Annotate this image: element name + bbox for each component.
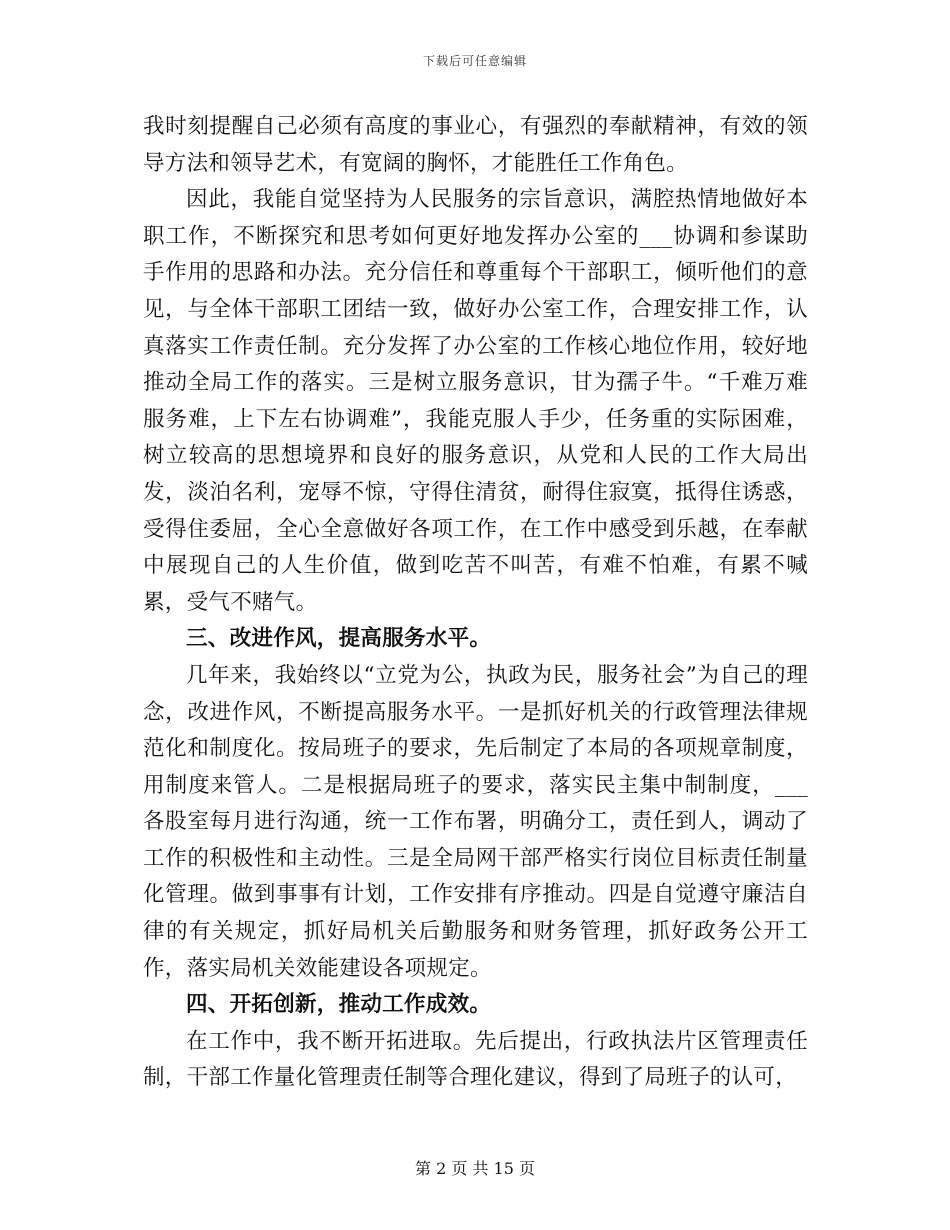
paragraph-continuation: 我时刻提醒自己必须有高度的事业心，有强烈的奉献精神，有效的领导方法和领导艺术，有宽阔的胸怀，才能胜任工作角色。 xyxy=(143,114,808,176)
section-heading-improve-style: 三、改进作风，提高服务水平。 xyxy=(186,626,492,652)
section-heading-innovation: 四、开拓创新，推动工作成效。 xyxy=(186,992,492,1018)
paragraph-innovation: 在工作中，我不断开拓进取。先后提出，行政执法片区管理责任制，干部工作量化管理责任制等合理化建议，得到了局班子的认可， xyxy=(143,1028,808,1091)
paragraph-improve-style: 几年来，我始终以“立党为公，执政为民，服务社会”为自己的理念，改进作风，不断提高服务水平。一是抓好机关的行政管理法律规范化和制度化。按局班子的要求，先后制定了本局的各项规章制度，用制度来管人。二是根据局班子的要求，落实民主集中制制度，___各股室每月进行沟通，统一工作布署，明确分工，责任到人，调动了工作的积极性和主动性。三是全局网干部严格实行岗位目标责任制量化管理。做到事事有计划，工作安排有序推动。四是自觉遵守廉洁自律的有关规定，抓好局机关后勤服务和财务管理，抓好政务公开工作，落实局机关效能建设各项规定。 xyxy=(143,662,808,981)
document-body xyxy=(143,109,808,1097)
page-number-footer: 第 2 页 共 15 页 xyxy=(415,1159,535,1178)
paragraph-service-awareness: 因此，我能自觉坚持为人民服务的宗旨意识，满腔热情地做好本职工作，不断探究和思考如何更好地发挥办公室的___协调和参谋助手作用的思路和办法。充分信任和尊重每个干部职工，倾听他们的意见，与全体干部职工团结一致，做好办公室工作，合理安排工作，认真落实工作责任制。充分发挥了办公室的工作核心地位作用，较好地推动全局工作的落实。三是树立服务意识，甘为孺子牛。“千难万难服务难，上下左右协调难”，我能克服人手少，任务重的实际困难，树立较高的思想境界和良好的服务意识，从党和人民的工作大局出发，淡泊名利，宠辱不惊，守得住清贫，耐得住寂寞，抵得住诱惑，受得住委屈，全心全意做好各项工作，在工作中感受到乐越，在奉献中展现自己的人生价值，做到吃苦不叫苦，有难不怕难，有累不喊累，受气不赌气。 xyxy=(143,187,808,615)
page-header-note: 下载后可任意编辑 xyxy=(422,54,527,68)
